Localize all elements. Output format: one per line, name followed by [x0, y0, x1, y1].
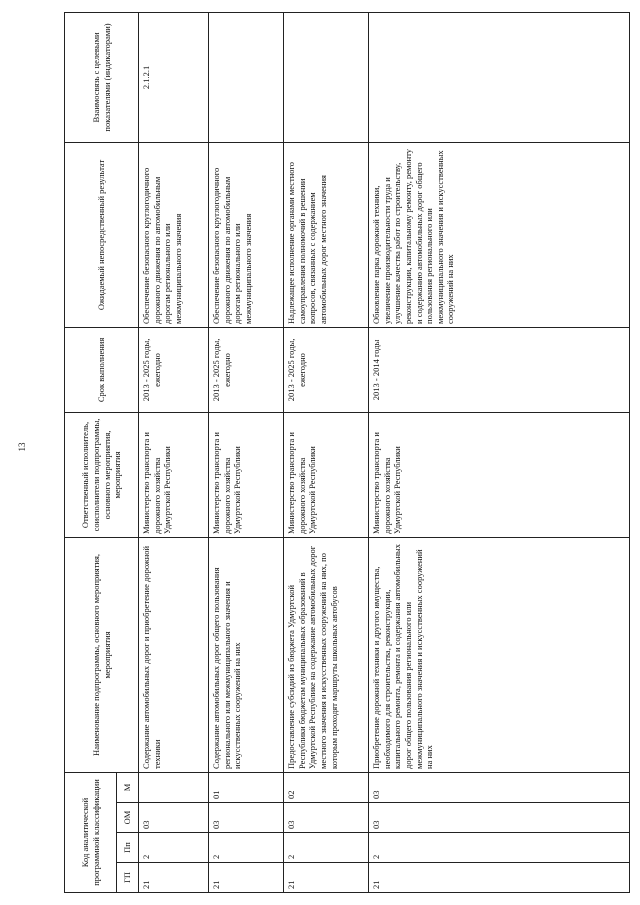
cell-pp: 2 [209, 833, 284, 863]
header-code-group: Код аналитической программной классификации [65, 772, 117, 892]
cell-executor: Министерство транспорта и дорожного хозяйства Удмуртской Республики [284, 412, 369, 537]
table-row [209, 12, 284, 892]
cell-om: 03 [369, 803, 630, 833]
cell-indicators [369, 12, 630, 142]
header-executor: Ответственный исполнитель, соисполнители подпрограммы, основного мероприятия, мероприятия [65, 412, 139, 537]
cell-deadline: 2013 - 2025 годы, ежегодно [209, 327, 284, 412]
cell-om: 03 [284, 803, 369, 833]
cell-pp: 2 [284, 833, 369, 863]
table-row [284, 12, 369, 892]
header-pp: Пп [117, 833, 139, 863]
cell-gp: 21 [139, 863, 209, 893]
cell-deadline: 2013 - 2025 годы, ежегодно [139, 327, 209, 412]
header-deadline: Срок выполнения [65, 327, 139, 412]
cell-name: Предоставление субсидий из бюджета Удмуртской Республики бюджетам муниципальных образований в Удмуртской Республике на содержание автомобильных дорог местного значения и искусственных сооружений на них, по которым проходят маршруты школьных автобусов [284, 537, 369, 772]
cell-result: Обеспечение безопасного круглогодичного дорожного движения по автомобильным дорогам регионального или межмуниципального значения [209, 142, 284, 327]
cell-m: 02 [284, 772, 369, 802]
header-result: Ожидаемый непосредственный результат [65, 142, 139, 327]
header-name: Наименование подпрограммы, основного мероприятия, мероприятия [65, 537, 139, 772]
cell-executor: Министерство транспорта и дорожного хозяйства Удмуртской Республики [209, 412, 284, 537]
cell-indicators: 2.1.2.1 [139, 12, 209, 142]
cell-m: 01 [209, 772, 284, 802]
header-gp: ГП [117, 863, 139, 893]
cell-result: Обеспечение безопасного круглогодичного дорожного движения по автомобильным дорогам регионального или межмуниципального значения [139, 142, 209, 327]
cell-pp: 2 [139, 833, 209, 863]
header-indicators: Взаимосвязь с целевыми показателями (индикаторами) [65, 12, 139, 142]
cell-deadline: 2013 - 2014 годы [369, 327, 630, 412]
cell-result: Обновление парка дорожной техники, увеличение производительности труда и улучшение качества работ по строительству, реконструкции, капитальному ремонту, ремонту и содержанию автомобильных дорог общего пользования регионального или межмуниципального значения и искусственных сооружений на них [369, 142, 630, 327]
cell-m [139, 772, 209, 802]
cell-indicators [209, 12, 284, 142]
cell-executor: Министерство транспорта и дорожного хозяйства Удмуртской Республики [369, 412, 630, 537]
cell-executor: Министерство транспорта и дорожного хозяйства Удмуртской Республики [139, 412, 209, 537]
cell-name: Приобретение дорожной техники и другого имущества, необходимого для строительства, реконструкции, капитального ремонта, ремонта и содержания автомобильных дорог общего пользования регионального или межмуниципального значения и искусственных сооружений на них [369, 537, 630, 772]
cell-gp: 21 [284, 863, 369, 893]
cell-deadline: 2013 - 2025 годы, ежегодно [284, 327, 369, 412]
page-number: 13 [17, 442, 27, 452]
cell-om: 03 [139, 803, 209, 833]
cell-pp: 2 [369, 833, 630, 863]
table-row [369, 12, 630, 892]
cell-name: Содержание автомобильных дорог и приобретение дорожной техники [139, 537, 209, 772]
cell-om: 03 [209, 803, 284, 833]
header-om: ОМ [117, 803, 139, 833]
cell-m: 03 [369, 772, 630, 802]
header-m: М [117, 772, 139, 802]
cell-gp: 21 [369, 863, 630, 893]
cell-gp: 21 [209, 863, 284, 893]
program-measures-table [64, 12, 630, 893]
cell-name: Содержание автомобильных дорог общего пользования регионального или межмуниципального значения и искусственных сооружений на них [209, 537, 284, 772]
cell-indicators [284, 12, 369, 142]
rotated-page-content [64, 13, 630, 893]
table-row [139, 12, 209, 892]
cell-result: Надлежащее исполнение органами местного самоуправления полномочий в решении вопросов, связанных с содержанием автомобильных дорог местного значения [284, 142, 369, 327]
